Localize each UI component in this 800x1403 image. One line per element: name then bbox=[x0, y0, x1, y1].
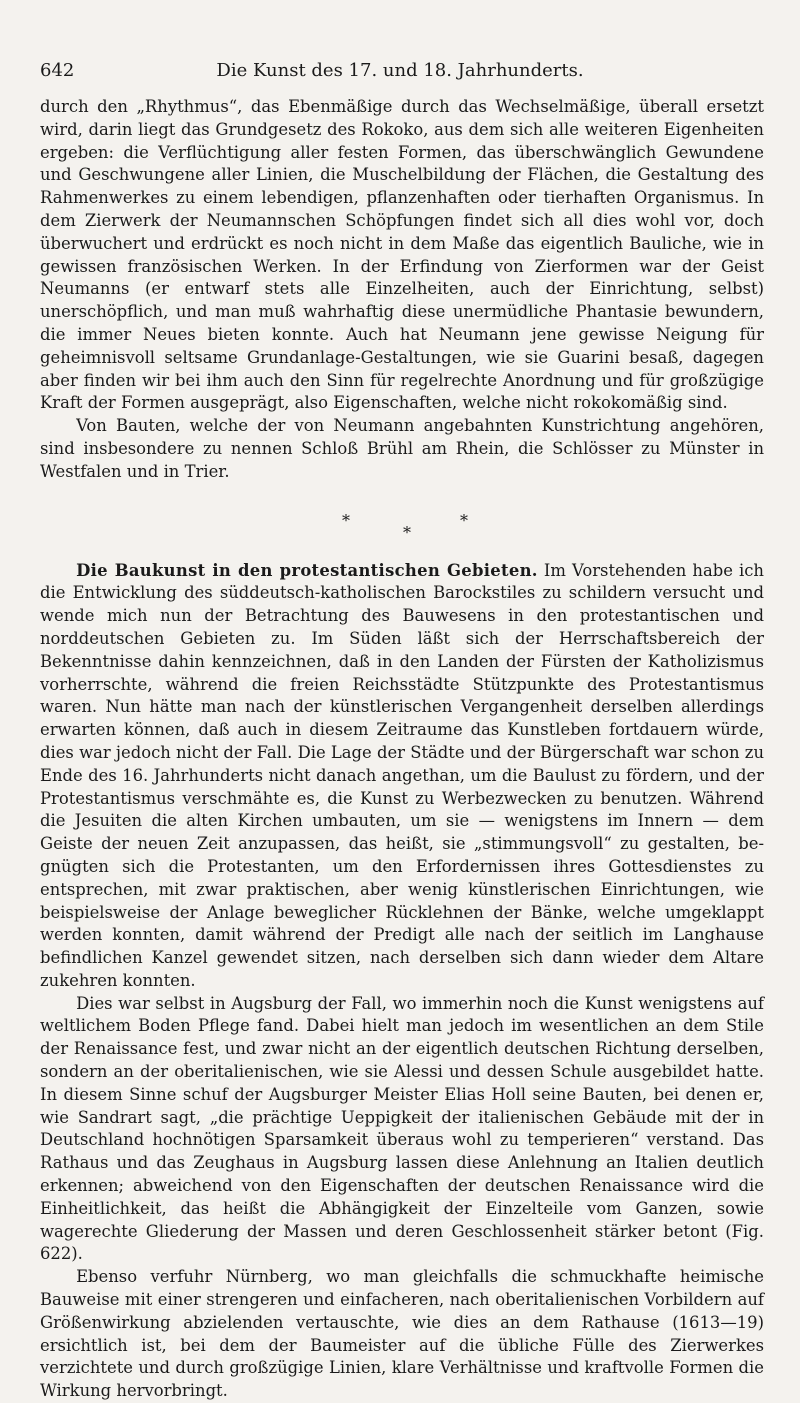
asterisk: * bbox=[403, 522, 411, 542]
section-heading: Die Baukunst in den protestantischen Gebieten. bbox=[76, 560, 538, 580]
running-title: Die Kunst des 17. und 18. Jahrhunderts. bbox=[216, 60, 584, 81]
asterisk: * bbox=[460, 510, 468, 530]
page-header bbox=[40, 60, 760, 90]
section-divider-asterisks bbox=[40, 484, 764, 560]
page-number: 642 bbox=[40, 60, 75, 81]
paragraph-augsburg: Dies war selbst in Augsburg der Fall, wo immerhin noch die Kunst wenigstens auf weltlichem Boden Pflege fand. Dabei hielt man jedoch im wesentlichen an dem Stile der Renaissance fest, und zwar nicht an der eigentlich deutschen Richtung derselben, sondern an der oberitalienischen, wie sie Alessi und dessen Schule ausgebildet hatte. In diesem Sinne schuf der Augsburger Meister Elias Holl seine Bauten, bei denen er, wie Sandrart sagt, „die prächtige Ueppigkeit der italienischen Gebäude mit der in Deutschland hochnötigen Sparsamkeit überaus wohl zu temperieren“ verstand. Das Rathaus und das Zeughaus in Augsburg lassen diese Anlehnung an Italien deutlich erkennen; abweichend von den Eigenschaften der deutschen Renaissance wird die Einheitlichkeit, das heißt die Abhängigkeit der Einzelteile vom Ganzen, sowie wagerechte Gliederung der Massen und deren Geschlossenheit stärker betont (Fig. 622). bbox=[40, 993, 764, 1264]
section-text: Im Vorstehenden habe ich die Entwicklung des süddeutsch-katholischen Barockstiles zu schildern versucht und wende mich nun der Betrachtung des Bauwesens in den protestantischen und norddeutschen Gebieten zu. Im Süden läßt sich der Herrschaftsbereich der Bekenntnisse dahin kennzeichnen, daß in den Landen der Fürsten der Katholizismus vorherrschte, während die freien Reichsstädte Stützpunkte des Protestantismus waren. Nun hätte man nach der künstlerischen Vergangenheit derselben allerdings erwarten können, daß auch in diesem Zeitraume das Kunstleben fortdauern würde, dies war jedoch nicht der Fall. Die Lage der Städte und der Bürgerschaft war schon zu Ende des 16. Jahrhunderts nicht danach angethan, um die Baulust zu fördern, und der Protestantismus verschmähte es, die Kunst zu Werbezwecken zu benutzen. Während die Jesuiten die alten Kirchen umbauten, um sie — wenigstens im Innern — dem Geiste der neuen Zeit anzupassen, das heißt, sie „stimmungsvoll“ zu gestalten, begnügten sich die Protestanten, um den Erfordernissen ihres Gottesdienstes zu entsprechen, mit zwar praktischen, aber wenig künstlerischen Einrichtungen, wie beispielsweise der Anlage beweglicher Rücklehnen der Bänke, welche umgeklappt werden konnten, damit während der Predigt alle nach der seitlich im Langhause befindlichen Kanzel gewendet sitzen, nach derselben sich dann wieder dem Altare zukehren konnten. bbox=[40, 560, 764, 990]
paragraph-protestant-intro bbox=[40, 560, 764, 993]
page-body bbox=[40, 96, 764, 1403]
paragraph-neumann-buildings: Von Bauten, welche der von Neumann angebahnten Kunstrichtung angehören, sind insbesondere zu nennen Schloß Brühl am Rhein, die Schlösser zu Münster in Westfalen und in Trier. bbox=[40, 416, 764, 481]
paragraph-nuernberg: Ebenso verfuhr Nürnberg, wo man gleichfalls die schmuckhafte heimische Bauweise mit einer strengeren und einfacheren, nach oberitalienischen Vorbildern auf Größenwirkung abzielenden vertauschte, wie dies an dem Rathause (1613—19) ersichtlich ist, bei dem der Baumeister auf die übliche Fülle des Zierwerkes verzichtete und durch großzügige Linien, klare Verhältnisse und kraftvolle Formen die Wirkung hervorbringt. bbox=[40, 1267, 764, 1401]
paragraph-rokoko-continuation: durch den „Rhythmus“, das Ebenmäßige durch das Wechselmäßige, überall ersetzt wird, darin liegt das Grundgesetz des Rokoko, aus dem sich alle weiteren Eigenheiten ergeben: die Verflüchtigung aller festen Formen, das überschwänglich Gewundene und Geschwungene aller Linien, die Muschelbildung der Flächen, die Gestaltung des Rahmenwerkes zu einem lebendigen, pflanzenhaften oder tierhaften Organismus. In dem Zierwerk der Neumannschen Schöpfungen findet sich all dies wohl vor, doch überwuchert und erdrückt es noch nicht in dem Maße das eigentlich Bauliche, wie in gewissen französischen Werken. In der Erfindung von Zierformen war der Geist Neumanns (er entwarf stets alle Einzelheiten, auch der Einrichtung, selbst) unerschöpflich, und man muß wahrhaftig diese unermüdliche Phantasie bewundern, die immer Neues bieten konnte. Auch hat Neumann jene gewisse Neigung für geheimnisvoll seltsame Grundanlage-Gestaltungen, wie sie Guarini besaß, dagegen aber finden wir bei ihm auch den Sinn für regelrechte Anordnung und für großzügige Kraft der Formen ausgeprägt, also Eigenschaften, welche nicht rokokomäßig sind. bbox=[40, 97, 764, 413]
asterisk: * bbox=[342, 510, 350, 530]
